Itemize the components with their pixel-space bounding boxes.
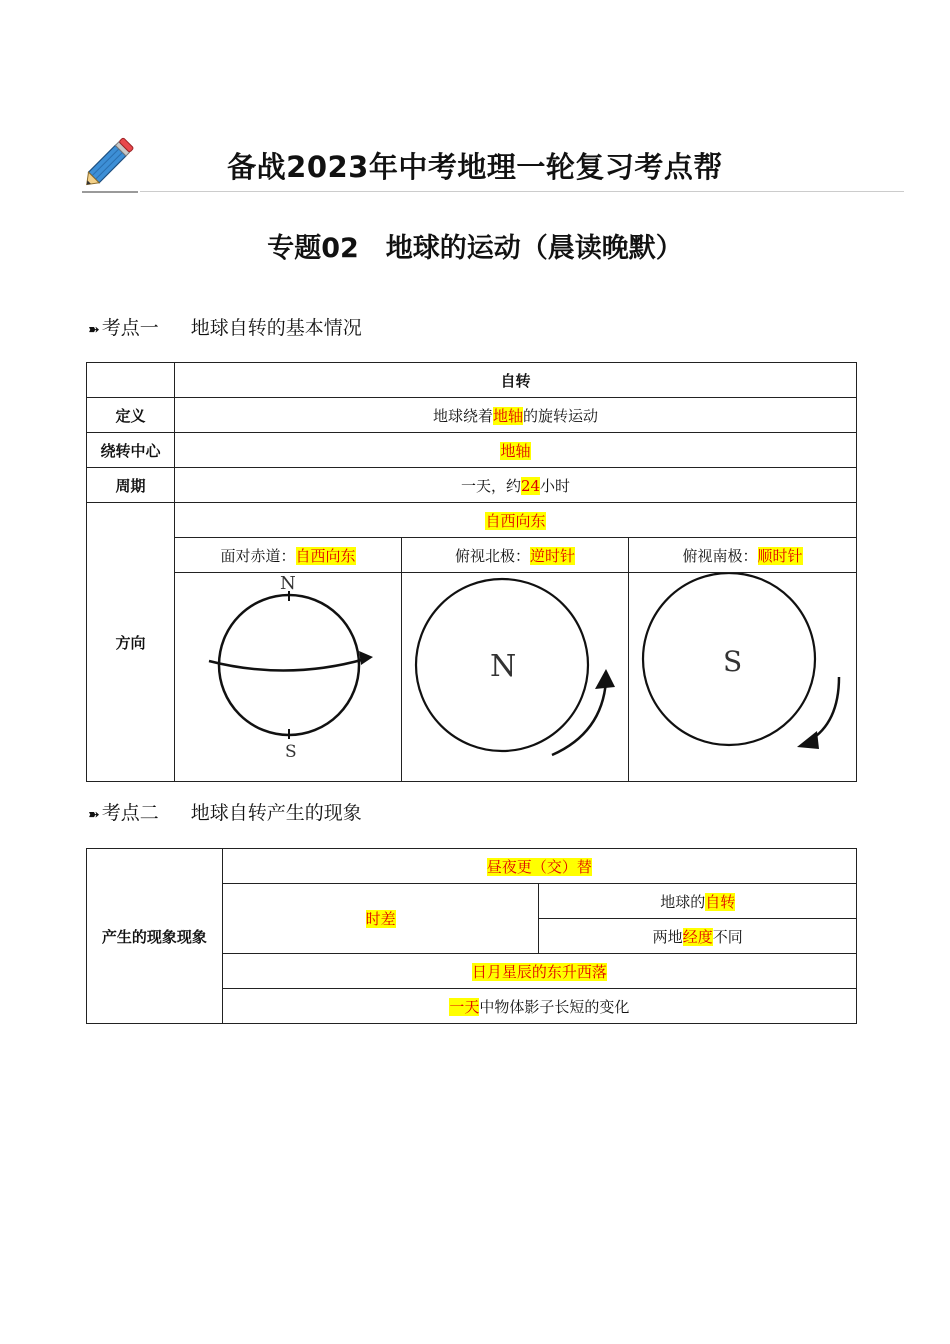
section-label: 考点二 (101, 802, 159, 824)
celestial-rise-set: 日月星辰的东升西落 (222, 954, 856, 989)
direction-north-pole: 俯视北极：逆时针 (402, 538, 629, 573)
section-heading-2 (88, 798, 362, 825)
equator-arrow-line (209, 659, 365, 671)
direction-main: 自西向东 (175, 503, 857, 538)
cause-rotation: 地球的自转 (539, 884, 857, 919)
clockwise-arrow (809, 677, 839, 741)
row-label-center: 绕转中心 (87, 433, 175, 468)
page-title: 备战2023年中考地理一轮复习考点帮 (227, 150, 723, 184)
section-heading-1 (88, 313, 362, 340)
equator-view-diagram (175, 573, 402, 782)
rotation-table (86, 362, 857, 782)
table-corner (87, 363, 175, 398)
counterclockwise-arrow (552, 681, 606, 755)
south-label: S (285, 742, 297, 762)
direction-south-pole: 俯视南极：顺时针 (629, 538, 857, 573)
south-pole-letter: S (723, 645, 743, 678)
south-pole-diagram (629, 573, 857, 782)
north-pole-letter: N (490, 649, 517, 684)
section-title: 地球自转的基本情况 (190, 317, 362, 339)
column-header: 自转 (175, 363, 857, 398)
row-label-definition: 定义 (87, 398, 175, 433)
arrow-head-icon (595, 669, 615, 689)
phenomena-table (86, 848, 857, 1024)
north-label: N (280, 573, 296, 594)
row-label-period: 周期 (87, 468, 175, 503)
section-title: 地球自转产生的现象 (190, 802, 362, 824)
direction-equator: 面对赤道：自西向东 (175, 538, 402, 573)
day-night-alternation: 昼夜更（交）替 (222, 849, 856, 884)
page-subtitle: 专题02 地球的运动（晨读晚默） (267, 233, 683, 264)
arrow-bullet-icon: ➽ (88, 322, 100, 338)
time-difference: 时差 (222, 884, 539, 954)
arrow-head-icon (797, 731, 819, 749)
north-pole-diagram (402, 573, 629, 782)
header-rule (140, 191, 904, 192)
definition-value: 地球绕着地轴的旋转运动 (175, 398, 857, 433)
center-value: 地轴 (175, 433, 857, 468)
shadow-length-change: 一天中物体影子长短的变化 (222, 989, 856, 1024)
section-label: 考点一 (101, 317, 159, 339)
arrow-bullet-icon: ➽ (88, 807, 100, 823)
header-rule-accent (82, 191, 138, 193)
row-label-phenomena: 产生的现象现象 (87, 849, 223, 1024)
arrow-head-icon (359, 651, 373, 665)
period-value: 一天，约24小时 (175, 468, 857, 503)
cause-longitude: 两地经度不同 (539, 919, 857, 954)
row-label-direction: 方向 (87, 503, 175, 782)
